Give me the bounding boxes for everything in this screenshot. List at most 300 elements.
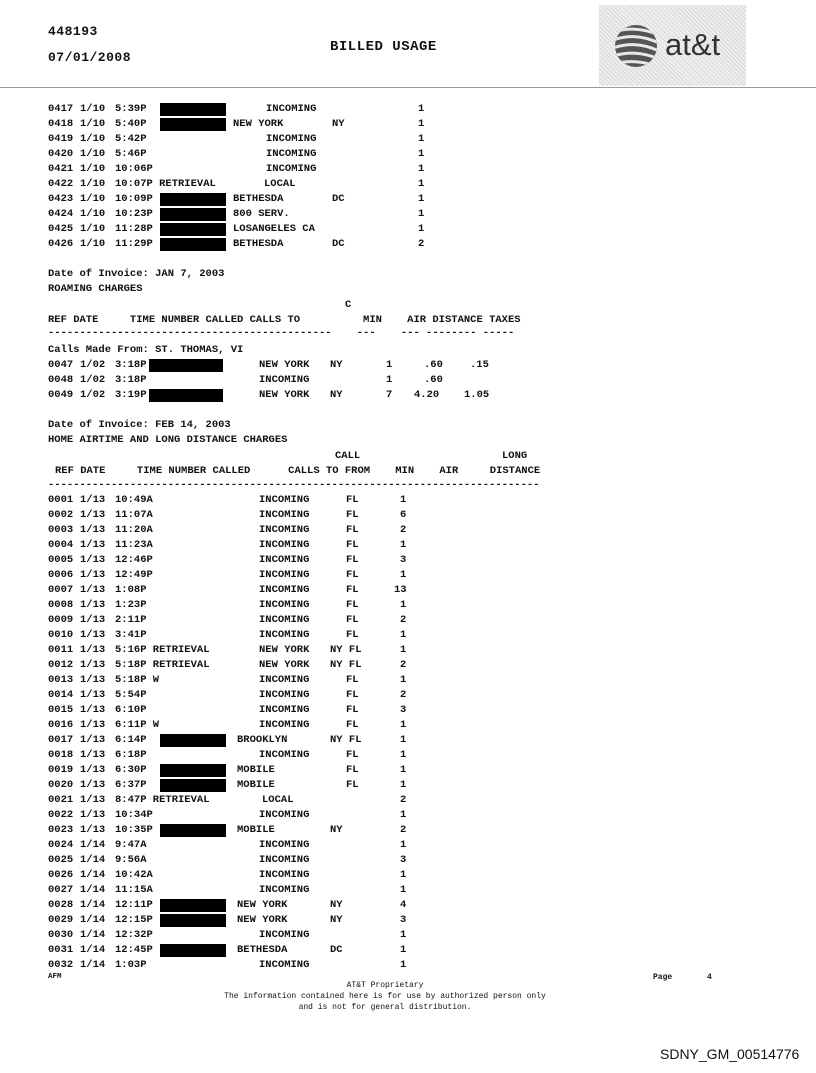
row-time: 12:11P — [115, 899, 153, 911]
row-minutes: 1 — [400, 959, 407, 971]
row-ref: 0421 — [48, 163, 74, 175]
row-date: 1/14 — [80, 959, 106, 971]
roaming-col-c: C — [345, 299, 352, 311]
row-minutes: 1 — [418, 163, 425, 175]
row-state: DC — [332, 193, 345, 205]
row-date: 1/13 — [80, 494, 106, 506]
row-place: 800 SERV. — [233, 208, 290, 220]
row-date: 1/13 — [80, 764, 106, 776]
row-place: BETHESDA — [237, 944, 288, 956]
row-minutes: 4 — [400, 899, 407, 911]
row-time: 10:34P — [115, 809, 153, 821]
row-minutes: 1 — [400, 839, 407, 851]
row-place: INCOMING — [266, 133, 317, 145]
row-time: 3:19P — [115, 389, 147, 401]
row-from: FL — [346, 554, 359, 566]
row-ref: 0009 — [48, 614, 74, 626]
redaction-bar — [160, 208, 226, 221]
row-time: 3:41P — [115, 629, 147, 641]
row-ref: 0420 — [48, 148, 74, 160]
row-time: 6:14P — [115, 734, 147, 746]
row-time: 3:18P — [115, 374, 147, 386]
redaction-bar — [160, 734, 226, 747]
redaction-bar — [160, 118, 226, 131]
row-place: BROOKLYN — [237, 734, 288, 746]
row-place: INCOMING — [259, 614, 310, 626]
redaction-bar — [160, 223, 226, 236]
row-time: 12:32P — [115, 929, 153, 941]
redaction-bar — [160, 899, 226, 912]
row-place: INCOMING — [259, 509, 310, 521]
row-from: FL — [346, 584, 359, 596]
row-place: INCOMING — [259, 599, 310, 611]
row-air: .60 — [424, 374, 443, 386]
footer-notice-line1: The information contained here is for use by authorized person only — [224, 992, 546, 1001]
row-ref: 0016 — [48, 719, 74, 731]
row-date: 1/13 — [80, 689, 106, 701]
row-minutes: 3 — [400, 554, 407, 566]
row-minutes: 1 — [400, 539, 407, 551]
row-ref: 0014 — [48, 689, 74, 701]
row-from: FL — [346, 614, 359, 626]
row-ref: 0026 — [48, 869, 74, 881]
row-time: 3:18P — [115, 359, 147, 371]
row-place: BETHESDA — [233, 193, 284, 205]
row-from: NY — [330, 899, 343, 911]
row-place: INCOMING — [259, 584, 310, 596]
row-place: LOCAL — [264, 178, 296, 190]
row-date: 1/13 — [80, 734, 106, 746]
footer-notice-line2: and is not for general distribution. — [298, 1003, 472, 1012]
row-place: LOSANGELES CA — [233, 223, 315, 235]
home-section-title: HOME AIRTIME AND LONG DISTANCE CHARGES — [48, 434, 288, 446]
row-ref: 0012 — [48, 659, 74, 671]
page-title: BILLED USAGE — [330, 39, 437, 55]
row-place: INCOMING — [259, 809, 310, 821]
row-ref: 0023 — [48, 824, 74, 836]
row-time: 11:29P — [115, 238, 153, 250]
row-from: FL — [346, 749, 359, 761]
row-date: 1/14 — [80, 839, 106, 851]
row-ref: 0422 — [48, 178, 74, 190]
roaming-invoice-date: Date of Invoice: JAN 7, 2003 — [48, 268, 225, 280]
row-place: NEW YORK — [259, 359, 310, 371]
row-minutes: 1 — [400, 869, 407, 881]
row-minutes: 2 — [400, 614, 407, 626]
row-date: 1/14 — [80, 914, 106, 926]
row-ref: 0019 — [48, 764, 74, 776]
row-minutes: 1 — [418, 178, 425, 190]
row-state: NY — [330, 389, 343, 401]
row-minutes: 2 — [400, 659, 407, 671]
row-time: 10:07P RETRIEVAL — [115, 178, 216, 190]
row-from: FL — [346, 764, 359, 776]
row-minutes: 1 — [400, 569, 407, 581]
row-minutes: 1 — [400, 929, 407, 941]
row-time: 11:23A — [115, 539, 153, 551]
row-date: 1/14 — [80, 854, 106, 866]
row-place: INCOMING — [259, 539, 310, 551]
row-place: LOCAL — [262, 794, 294, 806]
row-place: INCOMING — [259, 689, 310, 701]
row-ref: 0048 — [48, 374, 74, 386]
row-minutes: 1 — [400, 764, 407, 776]
row-time: 10:42A — [115, 869, 153, 881]
row-air: 4.20 — [414, 389, 440, 401]
row-minutes: 1 — [418, 118, 425, 130]
row-ref: 0017 — [48, 734, 74, 746]
row-minutes: 13 — [394, 584, 407, 596]
row-from: FL — [346, 494, 359, 506]
row-minutes: 1 — [400, 719, 407, 731]
row-from: FL — [346, 629, 359, 641]
row-date: 1/02 — [80, 389, 106, 401]
row-from: NY FL — [330, 734, 362, 746]
globe-icon — [613, 23, 659, 69]
row-place: INCOMING — [259, 869, 310, 881]
att-logo — [599, 5, 746, 86]
row-place: INCOMING — [259, 524, 310, 536]
row-time: 10:06P — [115, 163, 153, 175]
row-ref: 0030 — [48, 929, 74, 941]
row-ref: 0018 — [48, 749, 74, 761]
row-ref: 0417 — [48, 103, 74, 115]
row-minutes: 1 — [418, 148, 425, 160]
row-place: INCOMING — [259, 674, 310, 686]
row-time: 10:09P — [115, 193, 153, 205]
row-date: 1/10 — [80, 178, 106, 190]
row-place: INCOMING — [266, 163, 317, 175]
row-minutes: 1 — [400, 629, 407, 641]
row-place: BETHESDA — [233, 238, 284, 250]
row-minutes: 1 — [418, 208, 425, 220]
row-taxes: 1.05 — [464, 389, 490, 401]
row-time: 6:37P — [115, 779, 147, 791]
home-col-long: LONG — [502, 450, 528, 462]
row-time: 5:42P — [115, 133, 147, 145]
row-state: DC — [332, 238, 345, 250]
row-minutes: 1 — [386, 374, 393, 386]
row-date: 1/13 — [80, 824, 106, 836]
header-divider — [0, 87, 816, 88]
row-ref: 0003 — [48, 524, 74, 536]
row-date: 1/13 — [80, 524, 106, 536]
row-minutes: 2 — [418, 238, 425, 250]
row-ref: 0002 — [48, 509, 74, 521]
footer-code: AFM — [48, 973, 62, 981]
row-place: INCOMING — [259, 704, 310, 716]
row-time: 12:49P — [115, 569, 153, 581]
bates-number: SDNY_GM_00514776 — [660, 1046, 800, 1062]
redaction-bar — [160, 238, 226, 251]
row-place: MOBILE — [237, 779, 275, 791]
row-date: 1/02 — [80, 374, 106, 386]
row-date: 1/14 — [80, 944, 106, 956]
row-time: 2:11P — [115, 614, 147, 626]
row-place: INCOMING — [259, 719, 310, 731]
row-minutes: 1 — [400, 884, 407, 896]
row-date: 1/13 — [80, 554, 106, 566]
row-ref: 0028 — [48, 899, 74, 911]
footer-proprietary: AT&T Proprietary — [346, 981, 424, 990]
row-date: 1/13 — [80, 599, 106, 611]
row-ref: 0001 — [48, 494, 74, 506]
row-from: DC — [330, 944, 343, 956]
row-minutes: 1 — [400, 494, 407, 506]
row-place: INCOMING — [259, 629, 310, 641]
row-from: FL — [346, 569, 359, 581]
row-date: 1/02 — [80, 359, 106, 371]
row-place: NEW YORK — [259, 389, 310, 401]
row-place: INCOMING — [259, 884, 310, 896]
row-ref: 0047 — [48, 359, 74, 371]
row-time: 6:10P — [115, 704, 147, 716]
row-place: MOBILE — [237, 764, 275, 776]
row-date: 1/13 — [80, 674, 106, 686]
row-from: FL — [346, 689, 359, 701]
row-ref: 0021 — [48, 794, 74, 806]
row-date: 1/13 — [80, 809, 106, 821]
row-time: 9:56A — [115, 854, 147, 866]
row-minutes: 1 — [400, 779, 407, 791]
row-time: 12:45P — [115, 944, 153, 956]
row-from: FL — [346, 524, 359, 536]
row-taxes: .15 — [470, 359, 489, 371]
row-ref: 0031 — [48, 944, 74, 956]
row-time: 6:30P — [115, 764, 147, 776]
row-minutes: 2 — [400, 524, 407, 536]
row-place: INCOMING — [266, 148, 317, 160]
row-minutes: 1 — [400, 734, 407, 746]
row-place: INCOMING — [259, 839, 310, 851]
row-time: 10:23P — [115, 208, 153, 220]
row-air: .60 — [424, 359, 443, 371]
row-date: 1/13 — [80, 779, 106, 791]
roaming-header-dashes: --------------------------------------------- --- --- -------- ----- — [48, 327, 515, 339]
row-date: 1/13 — [80, 704, 106, 716]
row-ref: 0022 — [48, 809, 74, 821]
row-place: NEW YORK — [259, 644, 310, 656]
row-time: 1:03P — [115, 959, 147, 971]
row-place: INCOMING — [259, 569, 310, 581]
redaction-bar — [160, 914, 226, 927]
row-date: 1/14 — [80, 869, 106, 881]
home-column-headers: REF DATE TIME NUMBER CALLED CALLS TO FROM MIN AIR DISTANCE — [55, 465, 541, 477]
home-header-dashes: ------------------------------------------------------------------------------ — [48, 479, 540, 491]
row-minutes: 7 — [386, 389, 393, 401]
row-date: 1/13 — [80, 569, 106, 581]
row-from: FL — [346, 719, 359, 731]
row-minutes: 1 — [386, 359, 393, 371]
row-from: FL — [346, 539, 359, 551]
row-minutes: 6 — [400, 509, 407, 521]
row-date: 1/13 — [80, 719, 106, 731]
row-ref: 0015 — [48, 704, 74, 716]
row-ref: 0425 — [48, 223, 74, 235]
row-time: 1:23P — [115, 599, 147, 611]
row-time: 8:47P RETRIEVAL — [115, 794, 210, 806]
row-ref: 0008 — [48, 599, 74, 611]
row-ref: 0011 — [48, 644, 74, 656]
row-time: 12:15P — [115, 914, 153, 926]
row-date: 1/13 — [80, 584, 106, 596]
row-time: 11:20A — [115, 524, 153, 536]
row-ref: 0419 — [48, 133, 74, 145]
row-place: INCOMING — [259, 929, 310, 941]
row-place: INCOMING — [266, 103, 317, 115]
row-date: 1/14 — [80, 929, 106, 941]
row-place: NEW YORK — [237, 899, 288, 911]
row-date: 1/13 — [80, 659, 106, 671]
row-from: FL — [346, 599, 359, 611]
row-ref: 0027 — [48, 884, 74, 896]
row-ref: 0004 — [48, 539, 74, 551]
row-date: 1/10 — [80, 103, 106, 115]
roaming-column-headers: REF DATE TIME NUMBER CALLED CALLS TO MIN AIR DISTANCE TAXES — [48, 314, 521, 326]
row-date: 1/10 — [80, 133, 106, 145]
row-place: INCOMING — [259, 554, 310, 566]
row-minutes: 1 — [400, 749, 407, 761]
row-time: 10:35P — [115, 824, 153, 836]
row-time: 11:28P — [115, 223, 153, 235]
row-from: FL — [346, 704, 359, 716]
row-date: 1/10 — [80, 163, 106, 175]
row-minutes: 3 — [400, 914, 407, 926]
row-minutes: 1 — [400, 809, 407, 821]
row-ref: 0013 — [48, 674, 74, 686]
home-col-call: CALL — [335, 450, 361, 462]
home-invoice-date: Date of Invoice: FEB 14, 2003 — [48, 419, 231, 431]
row-date: 1/10 — [80, 148, 106, 160]
page-number: 4 — [707, 973, 712, 982]
row-place: NEW YORK — [237, 914, 288, 926]
row-place: MOBILE — [237, 824, 275, 836]
row-ref: 0025 — [48, 854, 74, 866]
row-minutes: 3 — [400, 704, 407, 716]
row-time: 5:40P — [115, 118, 147, 130]
row-date: 1/10 — [80, 208, 106, 220]
row-time: 5:39P — [115, 103, 147, 115]
redaction-bar — [160, 193, 226, 206]
row-ref: 0020 — [48, 779, 74, 791]
row-minutes: 1 — [418, 103, 425, 115]
row-date: 1/13 — [80, 794, 106, 806]
row-date: 1/13 — [80, 614, 106, 626]
row-minutes: 1 — [418, 193, 425, 205]
row-time: 5:18P RETRIEVAL — [115, 659, 210, 671]
row-time: 11:07A — [115, 509, 153, 521]
row-place: INCOMING — [259, 749, 310, 761]
redaction-bar — [160, 824, 226, 837]
row-from: NY — [330, 914, 343, 926]
row-place: INCOMING — [259, 959, 310, 971]
row-minutes: 3 — [400, 854, 407, 866]
row-minutes: 2 — [400, 824, 407, 836]
row-ref: 0024 — [48, 839, 74, 851]
row-ref: 0424 — [48, 208, 74, 220]
row-ref: 0006 — [48, 569, 74, 581]
row-ref: 0029 — [48, 914, 74, 926]
row-time: 5:18P W — [115, 674, 160, 686]
row-date: 1/13 — [80, 644, 106, 656]
row-from: FL — [346, 509, 359, 521]
row-place: NEW YORK — [259, 659, 310, 671]
redaction-bar — [160, 779, 226, 792]
redaction-bar — [160, 103, 226, 116]
row-date: 1/10 — [80, 238, 106, 250]
row-date: 1/13 — [80, 539, 106, 551]
page-label: Page — [653, 973, 673, 982]
row-from: NY FL — [330, 659, 362, 671]
row-from: NY — [330, 824, 343, 836]
row-date: 1/13 — [80, 749, 106, 761]
row-time: 9:47A — [115, 839, 147, 851]
row-state: NY — [330, 359, 343, 371]
row-date: 1/10 — [80, 118, 106, 130]
row-place: NEW YORK — [233, 118, 284, 130]
redaction-bar — [149, 359, 223, 372]
statement-date: 07/01/2008 — [48, 50, 132, 65]
row-from: FL — [346, 779, 359, 791]
row-time: 5:54P — [115, 689, 147, 701]
row-ref: 0032 — [48, 959, 74, 971]
row-time: 11:15A — [115, 884, 153, 896]
row-minutes: 1 — [400, 674, 407, 686]
row-time: 12:46P — [115, 554, 153, 566]
redaction-bar — [160, 944, 226, 957]
row-place: INCOMING — [259, 494, 310, 506]
row-ref: 0426 — [48, 238, 74, 250]
row-minutes: 1 — [418, 223, 425, 235]
row-minutes: 1 — [418, 133, 425, 145]
row-ref: 0005 — [48, 554, 74, 566]
row-ref: 0010 — [48, 629, 74, 641]
row-ref: 0007 — [48, 584, 74, 596]
row-time: 5:46P — [115, 148, 147, 160]
row-place: INCOMING — [259, 854, 310, 866]
row-time: 6:11P W — [115, 719, 160, 731]
row-ref: 0049 — [48, 389, 74, 401]
att-logo-text: at&t — [665, 27, 721, 62]
redaction-bar — [160, 764, 226, 777]
row-from: NY FL — [330, 644, 362, 656]
row-place: INCOMING — [259, 374, 310, 386]
row-from: FL — [346, 674, 359, 686]
redaction-bar — [149, 389, 223, 402]
row-time: 10:49A — [115, 494, 153, 506]
row-minutes: 1 — [400, 644, 407, 656]
row-minutes: 2 — [400, 794, 407, 806]
row-minutes: 1 — [400, 944, 407, 956]
row-date: 1/14 — [80, 899, 106, 911]
row-minutes: 1 — [400, 599, 407, 611]
account-number: 448193 — [48, 24, 98, 39]
calls-made-from: Calls Made From: ST. THOMAS, VI — [48, 344, 244, 356]
row-date: 1/10 — [80, 223, 106, 235]
row-ref: 0418 — [48, 118, 74, 130]
row-date: 1/13 — [80, 509, 106, 521]
row-state: NY — [332, 118, 345, 130]
row-ref: 0423 — [48, 193, 74, 205]
row-date: 1/14 — [80, 884, 106, 896]
row-time: 1:08P — [115, 584, 147, 596]
row-date: 1/10 — [80, 193, 106, 205]
row-time: 5:16P RETRIEVAL — [115, 644, 210, 656]
row-date: 1/13 — [80, 629, 106, 641]
roaming-section-title: ROAMING CHARGES — [48, 283, 143, 295]
row-time: 6:18P — [115, 749, 147, 761]
row-minutes: 2 — [400, 689, 407, 701]
